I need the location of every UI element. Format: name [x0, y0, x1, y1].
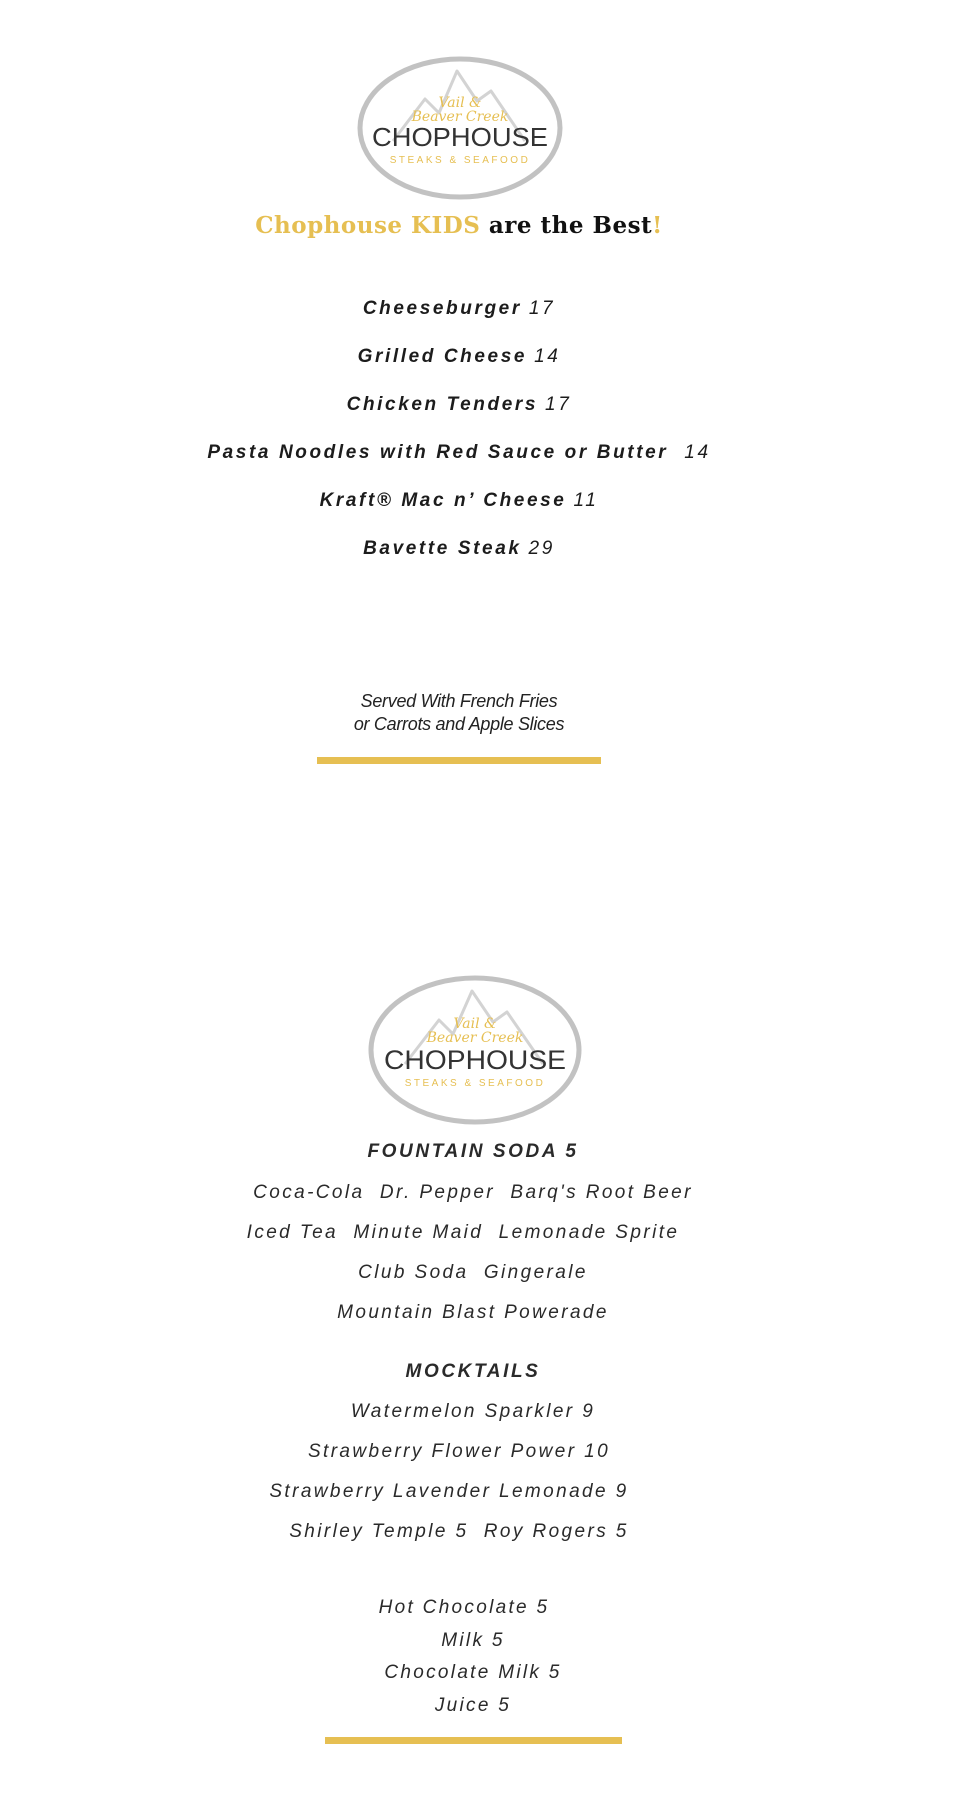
fountain-soda-line: Coca-Cola Dr. Pepper Barq's Root Beer — [253, 1182, 693, 1203]
gold-divider — [317, 757, 601, 764]
fountain-soda-line: Iced Tea Minute Maid Lemonade Sprite — [246, 1222, 680, 1243]
logo-tagline: STEAKS & SEAFOOD — [389, 155, 531, 166]
kids-menu-item — [0, 290, 918, 338]
kids-menu-item — [0, 482, 918, 530]
other-drink-line: Juice 5 — [434, 1695, 512, 1716]
kids-title-gold: Chophouse KIDS — [255, 212, 481, 239]
item-price: 17 — [528, 298, 556, 319]
kids-title-dark: are the Best — [488, 212, 653, 239]
fountain-soda-line: Mountain Blast Powerade — [337, 1302, 609, 1323]
mocktail-line: Shirley Temple 5 Roy Rogers 5 — [289, 1521, 629, 1542]
chophouse-logo-drinks — [365, 974, 585, 1126]
logo-script-line1: Vail & — [438, 95, 482, 111]
kids-menu-list — [0, 290, 918, 578]
mocktail-line: Watermelon Sparkler 9 — [350, 1401, 596, 1422]
item-price: 29 — [528, 538, 555, 559]
fountain-soda-line: Club Soda Gingerale — [358, 1262, 588, 1283]
other-drink-line: Chocolate Milk 5 — [384, 1662, 562, 1683]
other-drink-line: Milk 5 — [441, 1630, 505, 1651]
logo-tagline: STEAKS & SEAFOOD — [404, 1078, 546, 1089]
item-name: Cheeseburger — [362, 298, 522, 319]
item-name: Pasta Noodles with Red Sauce or Butter — [207, 442, 669, 463]
kids-menu-title — [0, 212, 918, 239]
kids-menu-item — [0, 386, 918, 434]
item-name: Chicken Tenders — [346, 394, 539, 415]
chophouse-logo-top — [355, 55, 565, 201]
item-name: Bavette Steak — [363, 538, 522, 559]
item-name: Kraft® Mac n’ Cheese — [319, 490, 567, 511]
sides-note-line2: or Carrots and Apple Slices — [353, 714, 565, 734]
item-price: 17 — [545, 394, 572, 415]
logo-script-line2: Beaver Creek — [411, 109, 509, 125]
item-price: 14 — [684, 442, 711, 463]
kids-menu-item — [0, 530, 918, 578]
item-price: 11 — [573, 490, 599, 511]
item-name: Grilled Cheese — [357, 346, 528, 367]
sides-note — [0, 690, 918, 736]
kids-menu-item — [0, 434, 918, 482]
mocktail-line: Strawberry Lavender Lemonade 9 — [269, 1481, 629, 1502]
item-price: 14 — [534, 346, 561, 367]
kids-menu-item — [0, 338, 918, 386]
gold-divider — [325, 1737, 622, 1744]
sides-note-line1: Served With French Fries — [360, 691, 558, 711]
logo-wordmark: CHOPHOUSE — [384, 1045, 566, 1075]
mocktails-heading: MOCKTAILS — [405, 1361, 541, 1382]
other-drink-line: Hot Chocolate 5 — [378, 1597, 550, 1618]
kids-title-exclamation: ! — [652, 212, 663, 239]
fountain-soda-heading: FOUNTAIN SODA 5 — [367, 1141, 579, 1162]
mocktail-line: Strawberry Flower Power 10 — [307, 1441, 611, 1462]
logo-script-line2: Beaver Creek — [426, 1030, 524, 1046]
logo-script-line1: Vail & — [453, 1016, 497, 1032]
logo-wordmark: CHOPHOUSE — [372, 122, 548, 152]
